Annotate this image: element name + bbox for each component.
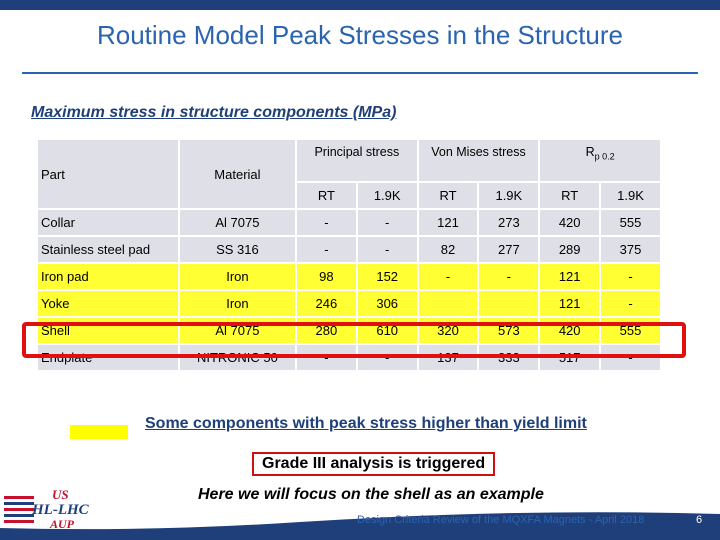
vonmises-header: Von Mises stress	[419, 140, 539, 181]
table-row	[38, 264, 660, 289]
value-cell: -	[297, 345, 356, 370]
vonmises-19k-header: 1.9K	[479, 183, 538, 208]
us-hl-lhc-aup-logo	[0, 466, 150, 540]
value-cell: 375	[601, 237, 660, 262]
part-cell: Endplate	[38, 345, 178, 370]
value-cell	[419, 291, 478, 316]
principal-header: Principal stress	[297, 140, 417, 181]
grade-callout: Grade III analysis is triggered	[252, 452, 495, 476]
material-cell: Al 7075	[180, 318, 295, 343]
footer-text: Design Criteria Review of the MQXFA Magnets - April 2018	[357, 514, 645, 526]
value-cell: -	[358, 345, 417, 370]
value-cell: 121	[419, 210, 478, 235]
material-cell: Iron	[180, 264, 295, 289]
value-cell: 98	[297, 264, 356, 289]
material-cell: Iron	[180, 291, 295, 316]
value-cell: -	[601, 264, 660, 289]
value-cell: -	[297, 210, 356, 235]
material-cell: NITRONIC 50	[180, 345, 295, 370]
value-cell: 420	[540, 318, 599, 343]
value-cell: 517	[540, 345, 599, 370]
value-cell: 333	[479, 345, 538, 370]
value-cell: -	[419, 264, 478, 289]
material-cell: Al 7075	[180, 210, 295, 235]
shell-row-highlight-box	[22, 322, 686, 358]
value-cell: 289	[540, 237, 599, 262]
logo-line3: AUP	[50, 517, 74, 531]
value-cell: 420	[540, 210, 599, 235]
rp-header-sub: p 0.2	[594, 151, 615, 162]
value-cell: -	[358, 210, 417, 235]
part-cell: Yoke	[38, 291, 178, 316]
table-row	[38, 237, 660, 262]
value-cell: -	[601, 345, 660, 370]
part-cell: Stainless steel pad	[38, 237, 178, 262]
table-row	[38, 210, 660, 235]
table-caption: Maximum stress in structure components (MPa)	[31, 104, 397, 121]
focus-note: Here we will focus on the shell as an example	[198, 486, 544, 503]
part-cell: Iron pad	[38, 264, 178, 289]
table-row	[38, 291, 660, 316]
value-cell: 573	[479, 318, 538, 343]
value-cell: 273	[479, 210, 538, 235]
value-cell: 121	[540, 264, 599, 289]
value-cell: 555	[601, 318, 660, 343]
value-cell: 280	[297, 318, 356, 343]
material-header: Material	[180, 140, 295, 208]
value-cell: 306	[358, 291, 417, 316]
vonmises-rt-header: RT	[419, 183, 478, 208]
value-cell: 610	[358, 318, 417, 343]
value-cell: -	[297, 237, 356, 262]
value-cell: 137	[419, 345, 478, 370]
value-cell: 246	[297, 291, 356, 316]
material-cell: SS 316	[180, 237, 295, 262]
value-cell: 555	[601, 210, 660, 235]
principal-19k-header: 1.9K	[358, 183, 417, 208]
legend-text: Some components with peak stress higher than yield limit	[145, 415, 587, 432]
rp-header	[540, 140, 660, 181]
legend-swatch	[70, 425, 128, 439]
part-cell: Collar	[38, 210, 178, 235]
value-cell: 82	[419, 237, 478, 262]
page-number: 6	[696, 514, 703, 526]
value-cell: -	[358, 237, 417, 262]
part-header: Part	[38, 140, 178, 208]
logo-stripes	[4, 496, 34, 523]
logo-line1: US	[52, 487, 69, 502]
value-cell: -	[479, 264, 538, 289]
value-cell: 121	[540, 291, 599, 316]
rp-rt-header: RT	[540, 183, 599, 208]
header-row-1	[38, 140, 660, 181]
value-cell: -	[601, 291, 660, 316]
rp-19k-header: 1.9K	[601, 183, 660, 208]
part-cell: Shell	[38, 318, 178, 343]
rp-header-main: R	[585, 145, 595, 159]
value-cell: 320	[419, 318, 478, 343]
title-divider	[22, 72, 698, 74]
logo-line2: HL-LHC	[32, 502, 89, 518]
principal-rt-header: RT	[297, 183, 356, 208]
value-cell: 152	[358, 264, 417, 289]
top-bar	[0, 0, 720, 10]
value-cell	[479, 291, 538, 316]
slide-title: Routine Model Peak Stresses in the Structure	[96, 20, 624, 50]
value-cell: 277	[479, 237, 538, 262]
